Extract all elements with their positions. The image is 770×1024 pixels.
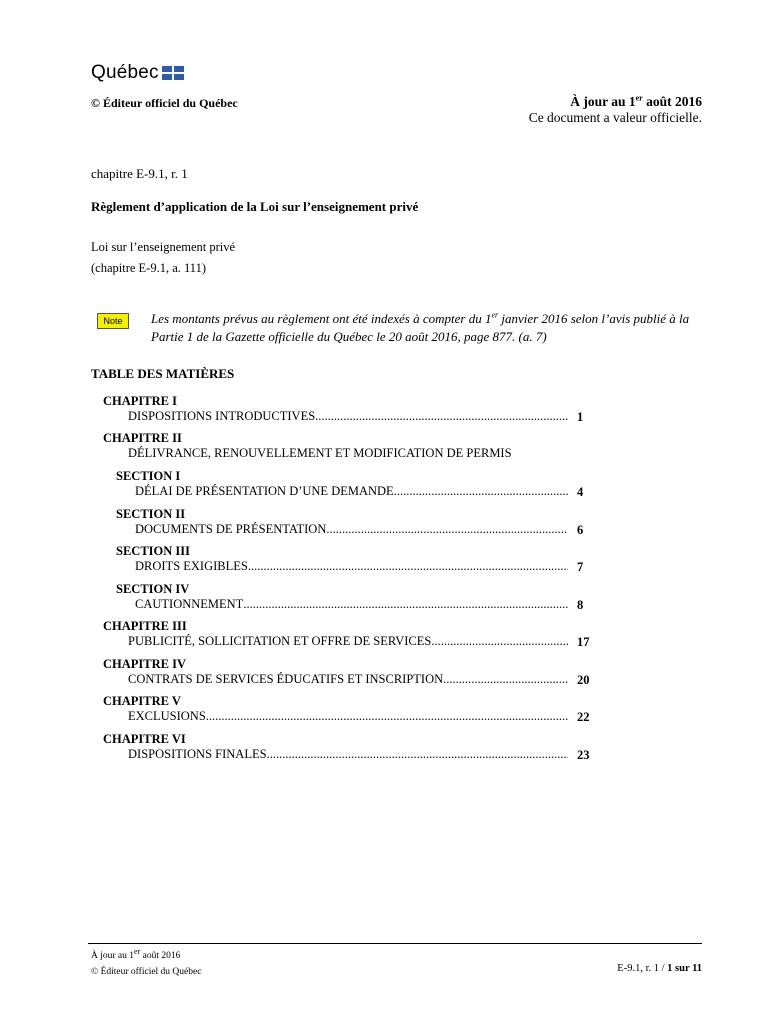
toc-entry[interactable] — [116, 507, 568, 537]
footer-date-sup: er — [134, 946, 141, 956]
footer-publisher: © Éditeur officiel du Québec — [91, 967, 202, 977]
toc-leader-dots — [243, 597, 568, 612]
footer-divider — [88, 943, 702, 944]
toc-entry[interactable] — [103, 657, 568, 687]
toc-entry-text: CONTRATS DE SERVICES ÉDUCATIFS ET INSCRIPTION — [128, 672, 444, 686]
note-text-pre: Les montants prévus au règlement ont été indexés à compter du 1 — [151, 311, 492, 326]
toc-entry-page: 23 — [577, 748, 590, 762]
toc-entry-line — [103, 672, 568, 687]
logo-wordmark: Québec — [91, 62, 159, 83]
toc-entry[interactable] — [116, 469, 568, 499]
law-name: Loi sur l’enseignement privé — [91, 240, 236, 254]
toc-entry-head: CHAPITRE V — [103, 694, 181, 708]
toc-entry-text: DROITS EXIGIBLES — [135, 559, 248, 573]
toc-entry[interactable] — [116, 544, 568, 574]
toc-entry-line — [103, 709, 568, 724]
footer-date — [91, 948, 201, 964]
toc-entry-page: 1 — [577, 410, 584, 424]
toc-entry-page: 6 — [577, 523, 584, 537]
toc-entry[interactable] — [103, 394, 568, 424]
toc-leader-dots — [267, 747, 568, 762]
toc-entry-page: 4 — [577, 485, 584, 499]
toc-entry[interactable] — [116, 582, 568, 612]
toc-entry-line — [103, 747, 568, 762]
toc-entry-head: SECTION IV — [116, 582, 190, 596]
toc-entry-text: DÉLIVRANCE, RENOUVELLEMENT ET MODIFICATION DE PERMIS — [128, 446, 512, 460]
toc-entry-text: DISPOSITIONS FINALES — [128, 747, 267, 761]
toc-entry-head: CHAPITRE II — [103, 431, 182, 445]
toc-entry-text: DÉLAI DE PRÉSENTATION D’UNE DEMANDE — [135, 484, 394, 498]
footer-page-info — [617, 963, 702, 974]
toc-leader-dots — [248, 559, 568, 574]
toc-entry[interactable] — [103, 694, 568, 724]
header-date-post: août 2016 — [642, 94, 702, 109]
toc-entry-line — [103, 634, 568, 649]
toc-entry-page: 7 — [577, 560, 584, 574]
toc-leader-dots — [394, 484, 568, 499]
toc-entry-head: CHAPITRE I — [103, 394, 177, 408]
toc-leader-dots — [315, 409, 568, 424]
toc-entry-text: DOCUMENTS DE PRÉSENTATION — [135, 522, 327, 536]
toc-entry-head: SECTION III — [116, 544, 190, 558]
toc-entry-head: CHAPITRE IV — [103, 657, 186, 671]
toc-entry-page: 22 — [577, 710, 590, 724]
toc-entry-line — [103, 409, 568, 424]
toc-entry-text: EXCLUSIONS — [128, 709, 206, 723]
toc-entry-head: SECTION II — [116, 507, 186, 521]
chapter-reference: chapitre E-9.1, r. 1 — [91, 166, 188, 181]
toc-entry-line — [116, 522, 568, 537]
toc-entry-text: DISPOSITIONS INTRODUCTIVES — [128, 409, 316, 423]
header-publisher: © Éditeur officiel du Québec — [91, 96, 238, 110]
footer-date-pre: À jour au 1 — [91, 951, 135, 961]
toc-entry-page: 8 — [577, 598, 584, 612]
toc-leader-dots — [326, 522, 568, 537]
toc-title: TABLE DES MATIÈRES — [91, 366, 235, 381]
toc-leader-dots — [431, 634, 568, 649]
toc-entry[interactable] — [103, 431, 573, 461]
fleurdelise-flag-icon — [162, 66, 184, 80]
quebec-logo — [91, 62, 184, 84]
header-official-notice: Ce document a valeur officielle. — [528, 110, 702, 125]
header-date — [529, 94, 702, 110]
toc-entry-page: 17 — [577, 635, 590, 649]
header-date-sup: er — [635, 93, 643, 103]
toc-leader-dots — [206, 709, 568, 724]
note-text-post: janvier 2016 selon l’avis publié à la Partie 1 de la Gazette officielle du Québec le 20 août 2016, page 877. (a. 7) — [151, 311, 690, 344]
toc-entry-line — [116, 484, 568, 499]
document-title: Règlement d’application de la Loi sur l’enseignement privé — [91, 199, 419, 214]
footer-reference: E-9.1, r. 1 / — [617, 963, 668, 974]
enabling-law — [91, 237, 235, 279]
header-date-pre: À jour au 1 — [570, 94, 636, 109]
toc-entry[interactable] — [103, 732, 568, 762]
note-text-sup: er — [491, 310, 499, 320]
toc-entry-head: CHAPITRE III — [103, 619, 187, 633]
toc-leader-dots — [443, 672, 568, 687]
footer-left — [91, 948, 201, 980]
toc-entry-line — [116, 559, 568, 574]
toc-entry-text: PUBLICITÉ, SOLLICITATION ET OFFRE DE SERVICES — [128, 634, 432, 648]
law-article: (chapitre E-9.1, a. 111) — [91, 261, 206, 275]
toc-entry[interactable] — [103, 619, 568, 649]
footer-date-post: août 2016 — [140, 951, 181, 961]
header-status — [529, 94, 702, 126]
toc-entry-head: CHAPITRE VI — [103, 732, 186, 746]
toc-entry-page: 20 — [577, 673, 590, 687]
note-text — [151, 310, 711, 346]
toc-entry-line — [116, 597, 568, 612]
toc-entry-head: SECTION I — [116, 469, 181, 483]
toc-entry-text: CAUTIONNEMENT — [135, 597, 244, 611]
footer-page-number: 1 sur 11 — [667, 963, 702, 974]
note-icon[interactable]: Note — [97, 313, 129, 329]
